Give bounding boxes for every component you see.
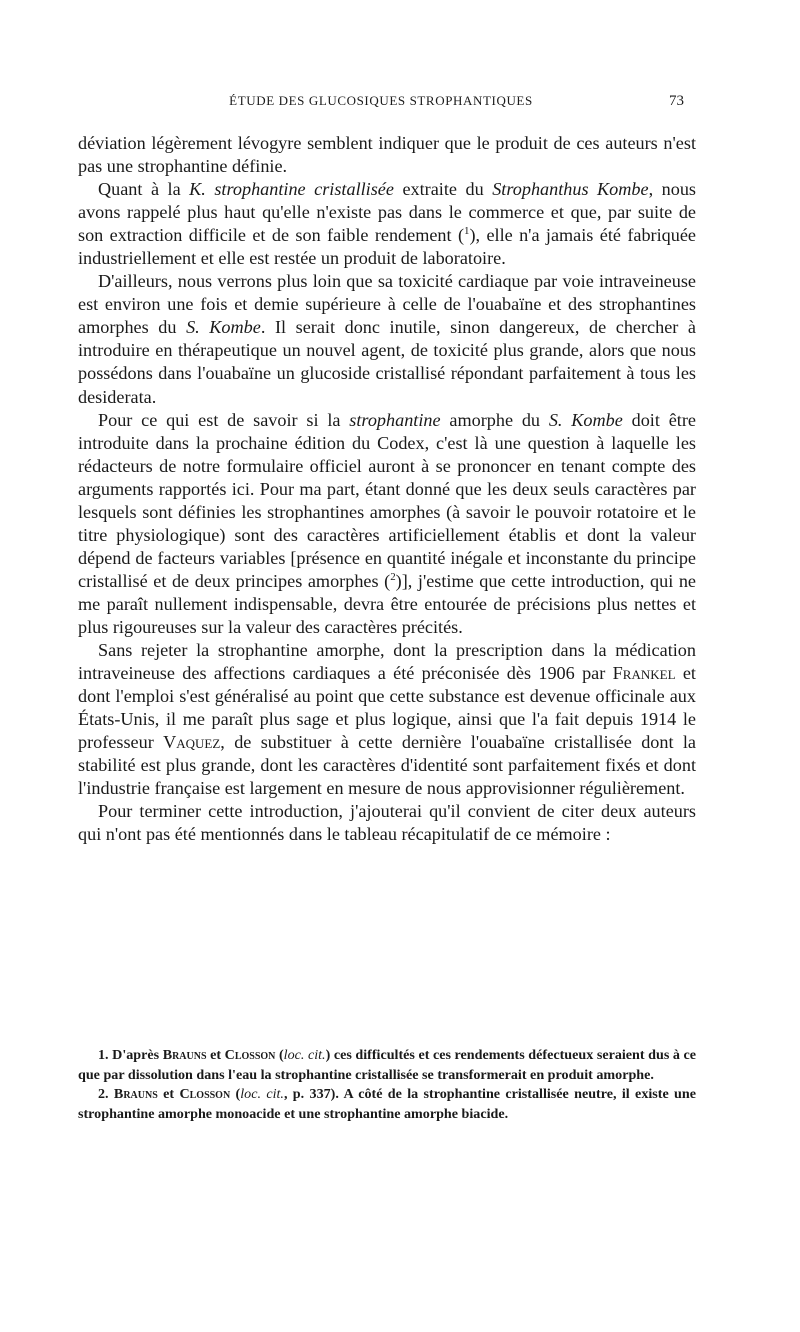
fn2-text-e: ( [230, 1086, 241, 1103]
fn1-author-closson: Closson [224, 1047, 276, 1063]
p5-text-c: et dont l'emploi s'est généralisé au point que cette substance est devenue officinale aux États-Unis, il me paraît plus sage et plus logique, ainsi que l'a fait depuis 1914 le professeur [78, 663, 696, 753]
page-number: 73 [669, 93, 684, 109]
p4-italic-species: S. Kombe [548, 409, 623, 430]
p4-text-g: )], j'estime que cette introduction, qui ne me paraît nullement indispensable, devra être entourée de précisions plus nettes et plus rigoureuses sur la valeur des caractères précités. [78, 570, 696, 637]
paragraph-6-text: Pour terminer cette introduction, j'ajouterai qu'il convient de citer deux auteurs qui n'ont pas été mentionnés dans le tableau récapitulatif de ce mémoire : [78, 801, 696, 845]
paragraph-6 [78, 800, 696, 846]
fn1-text-c: et [206, 1047, 225, 1063]
footnotes [78, 1046, 696, 1124]
fn2-loc-cit: loc. cit. [240, 1086, 284, 1103]
p4-text-a: Pour ce qui est de savoir si la [98, 409, 350, 430]
paragraph-1-text: déviation légèrement lévogyre semblent indiquer que le produit de ces auteurs n'est pas une strophantine définie. [78, 133, 696, 177]
paragraph-5 [78, 639, 696, 800]
fn2-text-a: 2. [98, 1086, 114, 1103]
paragraph-1 [78, 132, 696, 178]
p2-italic-species: Strophanthus Kombe [492, 179, 649, 200]
p3-text-a: D'ailleurs, nous verrons plus loin que sa toxicité cardiaque par voie intraveineuse est environ une fois et demie supérieure à celle de l'ouabaïne et des strophantines amorphes du [78, 271, 696, 338]
fn1-text-g: ) ces difficultés et ces rendements défectueux seraient dus à ce que par dissolution dans l'eau la strophantine cristallisée se transformerait en produit amorphe. [78, 1047, 697, 1083]
paragraph-4 [78, 409, 696, 639]
p2-italic-strophantine: K. strophantine cristallisée [189, 179, 394, 200]
p2-text-g: ), elle n'a jamais été fabriquée industriellement et elle est restée un produit de laboratoire. [78, 225, 696, 269]
footnote-ref-2: 2 [390, 570, 396, 583]
fn2-text-c: et [157, 1086, 180, 1103]
footnote-1 [78, 1046, 696, 1085]
page-header [78, 93, 684, 115]
main-text [78, 132, 696, 846]
p4-text-e: doit être introduite dans la prochaine édition du Codex, c'est là une question à laquelle les rédacteurs de notre formulaire officiel auront à se prononcer en tenant compte des arguments rapportés ici. Pour ma part, étant donné que les deux seuls caractères par lesquels sont définies les strophantines amorphes (à savoir le pouvoir rotatoire et le titre physiologique) sont des caractères artificiellement établis et dont la valeur dépend de facteurs variables [présence en quantité inégale et inconstante du principe cristallisé et de deux principes amorphes ( [78, 409, 696, 591]
p3-text-c: . Il serait donc inutile, sinon dangereux, de chercher à introduire en thérapeutique un nouvel agent, de toxicité plus grande, alors que nous possédons dans l'ouabaïne un glucoside cristallisé répondant parfaitement à tous les desiderata. [78, 317, 696, 407]
footnote-ref-1: 1 [464, 225, 470, 238]
p4-italic-strophantine: strophantine [349, 409, 441, 430]
author-vaquez: Vaquez [163, 732, 221, 753]
p2-text-e: , nous avons rappelé plus haut qu'elle n'existe pas dans le commerce et que, par suite de son extraction difficile et de son faible rendement ( [78, 179, 696, 246]
fn1-author-brauns: Brauns [162, 1047, 207, 1063]
p4-text-c: amorphe du [440, 409, 549, 430]
p3-italic-species: S. Kombe [186, 317, 261, 338]
p2-text-c: extraite du [393, 179, 493, 200]
p5-text-a: Sans rejeter la strophantine amorphe, dont la prescription dans la médication intraveineuse des affections cardiaques a été préconisée dès 1906 par [78, 640, 696, 684]
fn2-author-brauns: Brauns [113, 1086, 158, 1103]
fn1-text-e: ( [275, 1047, 284, 1063]
fn2-text-g: , p. 337). A côté de la strophantine cristallisée neutre, il existe une strophantine amorphe monoacide et une strophantine amorphe biacide. [78, 1086, 696, 1122]
fn2-author-closson: Closson [179, 1086, 231, 1103]
running-title: ÉTUDE DES GLUCOSIQUES STROPHANTIQUES [229, 93, 533, 108]
fn1-text-a: 1. D'après [98, 1047, 163, 1063]
p2-text-a: Quant à la [98, 179, 190, 200]
footnote-2 [78, 1085, 696, 1124]
fn1-loc-cit: loc. cit. [283, 1047, 326, 1063]
paragraph-2 [78, 178, 696, 270]
p5-text-e: , de substituer à cette dernière l'ouabaïne cristallisée dont la stabilité est plus grande, dont les caractères d'identité sont parfaitement fixés et dont l'industrie française est largement en mesure de nous approvisionner régulièrement. [78, 732, 696, 799]
paragraph-3 [78, 270, 696, 408]
author-frankel: Frankel [612, 663, 676, 684]
